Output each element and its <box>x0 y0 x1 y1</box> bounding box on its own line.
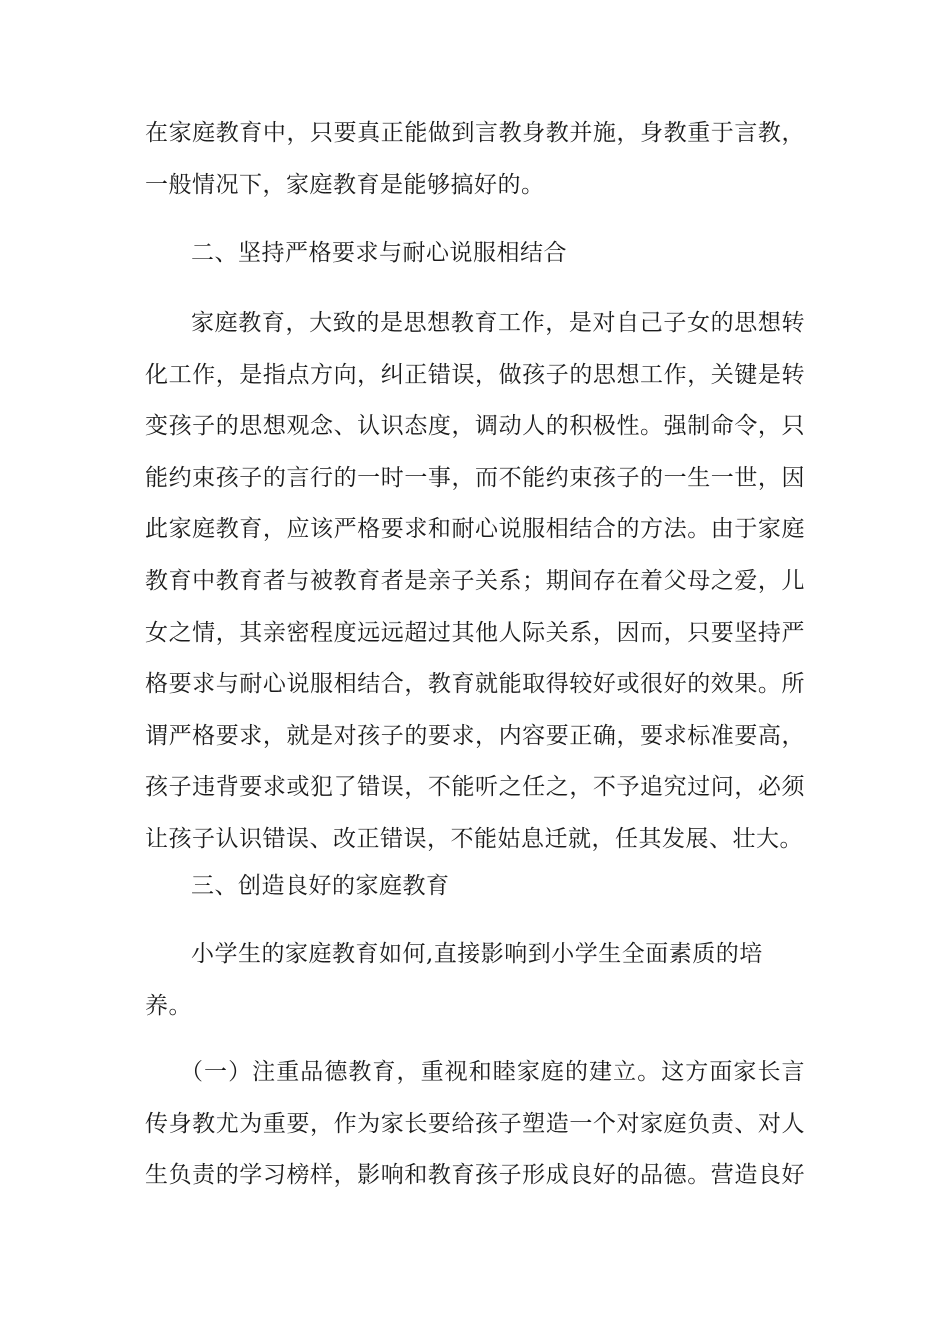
paragraph-4 <box>145 1047 805 1202</box>
text-line: 生负责的学习榜样，影响和教育孩子形成良好的品德。营造良好 <box>145 1162 805 1189</box>
text-line: 在家庭教育中，只要真正能做到言教身教并施，身教重于言教， <box>145 120 805 146</box>
text-line: （一）注重品德教育，重视和睦家庭的建立。这方面家长言 <box>180 1059 805 1085</box>
text-line: 谓严格要求，就是对孩子的要求，内容要正确，要求标准要高， <box>145 722 805 749</box>
text-line: 格要求与耐心说服相结合，教育就能取得较好或很好的效果。所 <box>145 671 805 698</box>
text-line: 传身教尤为重要，作为家长要给孩子塑造一个对家庭负责、对人 <box>145 1110 805 1137</box>
text-line: 孩子违背要求或犯了错误，不能听之任之，不予追究过问，必须 <box>145 774 805 801</box>
paragraph-1 <box>145 108 805 211</box>
text-line: 变孩子的思想观念、认识态度，调动人的积极性。强制命令，只 <box>145 413 805 440</box>
text-line: 养。 <box>145 992 192 1019</box>
paragraph-3 <box>145 929 805 1032</box>
text-line: 小学生的家庭教育如何,直接影响到小学生全面素质的培 <box>191 941 763 967</box>
text-line: 让孩子认识错误、改正错误，不能姑息迁就，任其发展、壮大。 <box>145 825 803 852</box>
text-line: 家庭教育，大致的是思想教育工作，是对自己子女的思想转 <box>191 310 805 336</box>
section-heading-3: 三、创造良好的家庭教育 <box>191 873 450 899</box>
section-heading-2: 二、坚持严格要求与耐心说服相结合 <box>191 240 567 266</box>
paragraph-2 <box>145 298 805 866</box>
text-line: 能约束孩子的言行的一时一事，而不能约束孩子的一生一世，因 <box>145 464 805 491</box>
text-line: 女之情，其亲密程度远远超过其他人际关系，因而，只要坚持严 <box>145 619 805 646</box>
text-line: 一般情况下，家庭教育是能够搞好的。 <box>145 171 545 198</box>
text-line: 此家庭教育，应该严格要求和耐心说服相结合的方法。由于家庭 <box>145 516 805 543</box>
text-line: 化工作，是指点方向，纠正错误，做孩子的思想工作，关键是转 <box>145 361 805 388</box>
text-line: 教育中教育者与被教育者是亲子关系；期间存在着父母之爱，儿 <box>145 567 805 594</box>
